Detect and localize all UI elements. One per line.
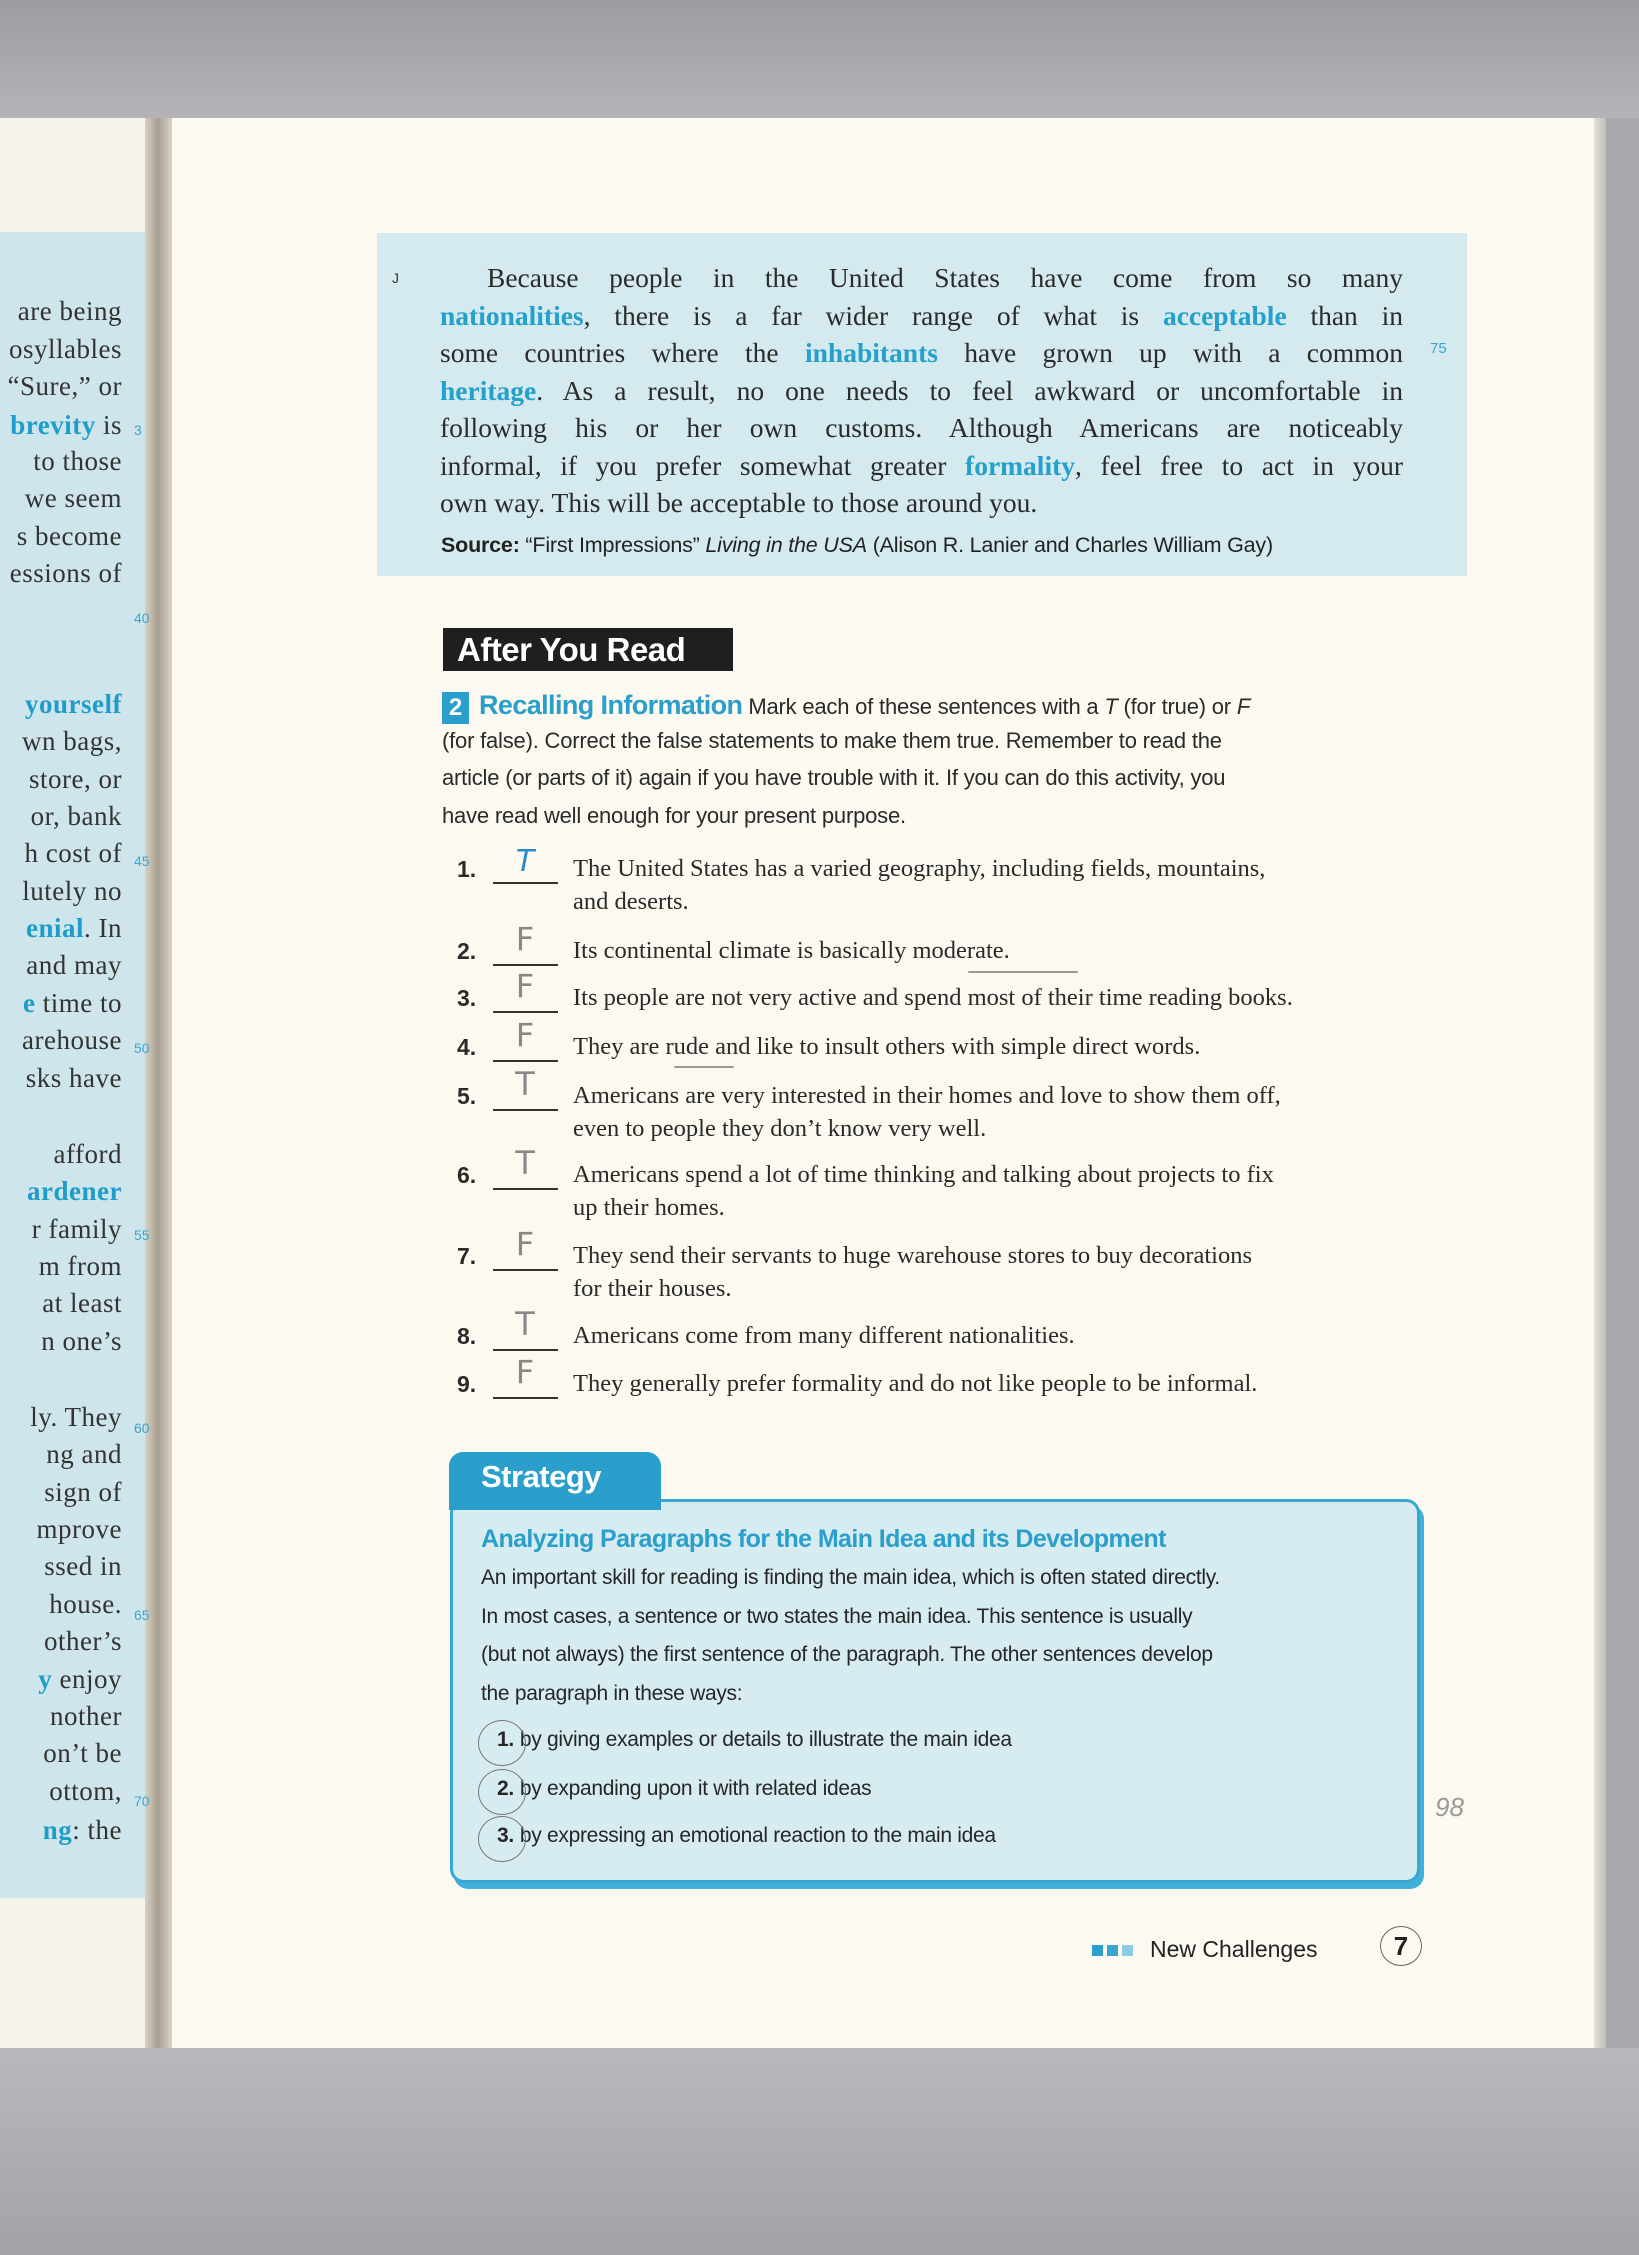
left-column-line [23,988,122,1019]
list-number: 2. [497,1777,514,1800]
page-edge [1594,118,1606,2050]
handwritten-answer: T [515,1305,535,1343]
handwritten-answer: F [515,920,535,958]
left-line-number: 65 [134,1606,150,1623]
left-line-number: 50 [134,1040,150,1057]
footer-squares-icon [1092,1943,1137,1961]
vocabulary-word: ardener [27,1176,122,1207]
vocabulary-word: enial [25,913,84,944]
scanner-background-bottom [0,2048,1639,2255]
left-column-line [43,1738,122,1769]
list-text: by expanding upon it with related ideas [519,1777,872,1800]
text-segment: . As a result, no one needs to feel awkward or uncomfortable in [536,374,1403,406]
list-text: by expressing an emotional reaction to the main idea [519,1824,996,1847]
item-number: 4. [457,1034,477,1060]
answer-blank [493,1397,558,1399]
text-segment: informal, if you prefer somewhat greater [440,449,966,481]
left-column-line [42,1288,122,1319]
text-segment: or, bank [30,800,122,831]
left-column-line [10,410,122,441]
vocabulary-word: inhabitants [804,337,938,368]
answer-blank [493,1269,558,1271]
item-text: up their homes. [573,1194,725,1221]
item-number: 2. [457,938,477,964]
left-column-line [22,876,122,907]
strategy-list-item [497,1728,1012,1752]
answer-blank [493,1060,558,1062]
passage-line [440,300,1403,332]
handwritten-answer: F [515,967,535,1005]
left-column-line [44,1626,122,1657]
text-segment: . In [84,913,122,944]
instruction-line [442,690,1250,724]
vocabulary-word: y [38,1663,53,1694]
text-segment: “Sure,” or [7,371,122,402]
pencil-circle [478,1816,526,1862]
text-segment: ng and [46,1439,122,1470]
left-column-line [25,689,122,720]
left-column-line [31,801,122,832]
left-column-line [18,296,122,327]
text-segment: ssed in [44,1551,122,1582]
text-segment: and may [26,950,122,981]
left-column-line [37,1514,122,1545]
strategy-title: Analyzing Paragraphs for the Main Idea and its Development [481,1525,1166,1553]
item-number: 3. [457,985,477,1011]
item-text: They send their servants to huge warehouse stores to buy decorations [573,1242,1253,1269]
left-column-line [49,1589,122,1620]
text-segment: nother [50,1700,122,1731]
text-segment: r family [31,1213,122,1244]
text-segment: sign of [44,1476,122,1507]
text-segment: lutely no [22,875,122,906]
pencil-underline [674,1066,734,1068]
text-segment: other’s [44,1626,122,1657]
handwritten-answer: T [515,1144,535,1182]
item-text: Its people are not very active and spend most of their time reading books. [573,984,1293,1011]
item-text: even to people they don’t know very well. [573,1115,987,1142]
text-segment: osyllables [9,333,122,364]
pencil-circle [478,1769,526,1815]
left-column-line [33,446,122,477]
left-line-number: 40 [134,610,150,627]
answer-blank [493,1011,558,1013]
text-segment: ottom, [49,1775,122,1806]
item-number: 9. [457,1371,477,1397]
answer-blank [493,1109,558,1111]
left-column-line [25,838,122,869]
text-segment: than in [1286,299,1403,331]
text-segment: have read well enough for your present purpose. [442,802,906,828]
footer-square [1092,1945,1103,1956]
footer-square [1122,1945,1133,1956]
item-number: 5. [457,1083,477,1109]
strategy-tab: Strategy [449,1452,661,1510]
left-line-number: 3 [134,421,142,438]
activity-number-badge: 2 [442,692,469,724]
handwritten-note: 98 [1435,1792,1464,1822]
vocabulary-word: ng [42,1814,73,1845]
text-segment: Mark each of these sentences with a [742,694,1105,719]
text-segment: arehouse [22,1025,122,1056]
pencil-circle [478,1720,526,1766]
item-text: and deserts. [573,888,689,915]
text-segment: is [95,409,122,440]
text-segment: m from [38,1250,122,1281]
handwritten-answer: F [515,1225,535,1263]
passage-line [440,375,1403,407]
text-segment: some countries where the [440,337,805,368]
text-segment: Living in the USA [705,533,867,557]
answer-blank [493,964,558,966]
left-column-line [43,1815,122,1846]
answer-blank [493,1349,558,1351]
left-column-line [41,1326,122,1357]
list-number: 1. [497,1728,514,1751]
vocabulary-word: brevity [10,409,96,440]
footer-square [1107,1945,1118,1956]
text-segment: Source: [441,533,520,557]
strategy-body-line: An important skill for reading is finding the main idea, which is often stated directly. [481,1566,1220,1589]
left-column-line [38,1664,122,1695]
text-segment: n one’s [41,1325,122,1356]
text-segment: sks have [25,1062,122,1093]
text-segment: enjoy [52,1663,122,1694]
passage-line [440,487,1403,519]
text-segment: , there is a far wider range of what is [583,299,1163,331]
text-segment: Because people in the United States have come from so many [487,262,1403,293]
left-column-line [44,1551,122,1582]
item-text: They are rude and like to insult others with simple direct words. [573,1033,1201,1060]
left-column-line [46,1439,122,1470]
left-column-line [50,1701,122,1732]
left-line-number: 45 [134,853,150,870]
text-segment: to those [33,445,122,476]
text-segment: F [1236,694,1251,719]
left-column-line [9,334,122,365]
vocabulary-word: e [23,987,36,1018]
pencil-underline [968,971,1078,973]
instruction-line [442,803,906,829]
text-segment: , feel free to act in your [1075,449,1403,481]
text-segment: on’t be [43,1738,122,1769]
left-column-line [29,764,122,795]
strategy-body-line: the paragraph in these ways: [481,1681,743,1705]
strategy-list-item [497,1777,871,1801]
item-text: Americans spend a lot of time thinking and talking about projects to fix [573,1161,1274,1188]
strategy-body-line: In most cases, a sentence or two states the main idea. This sentence is usually [481,1604,1193,1628]
text-segment: have grown up with a common [937,337,1403,368]
text-segment: wn bags, [22,726,122,757]
item-text: They generally prefer formality and do not like people to be informal. [573,1370,1258,1397]
left-column-line [8,371,122,402]
footer-book-title: New Challenges [1150,1936,1318,1962]
vocabulary-word: nationalities [440,299,584,331]
item-number: 6. [457,1162,477,1188]
passage-line [440,450,1403,482]
text-segment: time to [35,987,122,1018]
list-number: 3. [497,1824,514,1847]
vocabulary-word: heritage [440,374,537,406]
item-text: for their houses. [573,1275,732,1302]
left-column-line [49,1776,122,1807]
passage-line [487,262,1403,294]
text-segment: essions of [9,557,122,588]
passage-line [440,337,1403,369]
passage-line [440,412,1403,444]
item-number: 7. [457,1243,477,1269]
vocabulary-word: yourself [25,688,122,719]
text-segment: store, or [29,763,122,794]
item-text: The United States has a varied geography, including fields, mountains, [573,855,1266,882]
left-column-line [26,950,122,981]
vocabulary-word: formality [965,449,1075,481]
text-segment: (for true) or [1117,694,1237,719]
text-segment: : the [72,1814,122,1845]
item-number: 8. [457,1323,477,1349]
text-segment: h cost of [24,838,122,869]
instruction-line [442,765,1225,791]
instruction-line [442,728,1222,754]
left-column-line [26,1063,122,1094]
item-text: Americans are very interested in their homes and love to show them off, [573,1082,1281,1109]
left-line-number: 60 [134,1419,150,1436]
text-segment: we seem [24,483,122,514]
item-number: 1. [457,856,477,882]
text-segment: ly. They [30,1401,122,1432]
text-segment: at least [42,1288,122,1319]
left-column-line [17,521,122,552]
handwritten-answer: T [515,844,535,879]
text-segment: article (or parts of it) again if you have trouble with it. If you can do this activity, you [442,765,1226,790]
left-column-line [44,1477,122,1508]
left-column-line [26,913,122,944]
text-segment: (Alison R. Lanier and Charles William Gay) [866,533,1273,557]
activity-title: Recalling Information [479,690,743,720]
list-text: by giving examples or details to illustrate the main idea [519,1728,1012,1751]
left-column-line [22,726,122,757]
text-segment: own way. This will be acceptable to those around you. [440,487,1038,518]
handwritten-answer: F [515,1353,535,1391]
handwritten-answer: F [515,1016,535,1054]
text-segment: afford [53,1138,122,1169]
left-column-line [32,1214,122,1245]
answer-blank [493,882,558,884]
text-segment: s become [16,520,122,551]
left-column-line [27,1176,122,1207]
vocabulary-word: acceptable [1162,299,1287,331]
left-column-line [25,483,122,514]
strategy-list-item [497,1824,996,1848]
text-segment: house. [49,1588,122,1619]
left-line-number: 70 [134,1793,150,1810]
text-segment: mprove [36,1514,122,1545]
text-segment: following his or her own customs. Although Americans are noticeably [440,412,1403,443]
text-segment: T [1104,694,1118,719]
item-text: Its continental climate is basically moderate. [573,937,1010,964]
left-column-line [30,1402,122,1433]
left-column-line [39,1251,122,1282]
left-line-number: 55 [134,1226,150,1243]
text-segment: (for false). Correct the false statements to make them true. Remember to read the [442,727,1222,753]
left-column-line [10,558,122,589]
line-number: 75 [1430,340,1447,357]
left-column-line [54,1139,122,1170]
page-number: 7 [1380,1926,1422,1966]
text-segment: “First Impressions” [519,533,706,557]
margin-mark: J [392,270,399,286]
item-text: Americans come from many different nationalities. [573,1322,1075,1349]
source-citation [441,533,1273,558]
handwritten-answer: T [515,1065,535,1103]
section-heading: After You Read [443,628,733,671]
left-column-line [22,1025,122,1056]
answer-blank [493,1188,558,1190]
text-segment: are being [17,296,122,327]
strategy-body-line: (but not always) the first sentence of the paragraph. The other sentences develop [481,1643,1213,1666]
scanner-background-top [0,0,1639,118]
